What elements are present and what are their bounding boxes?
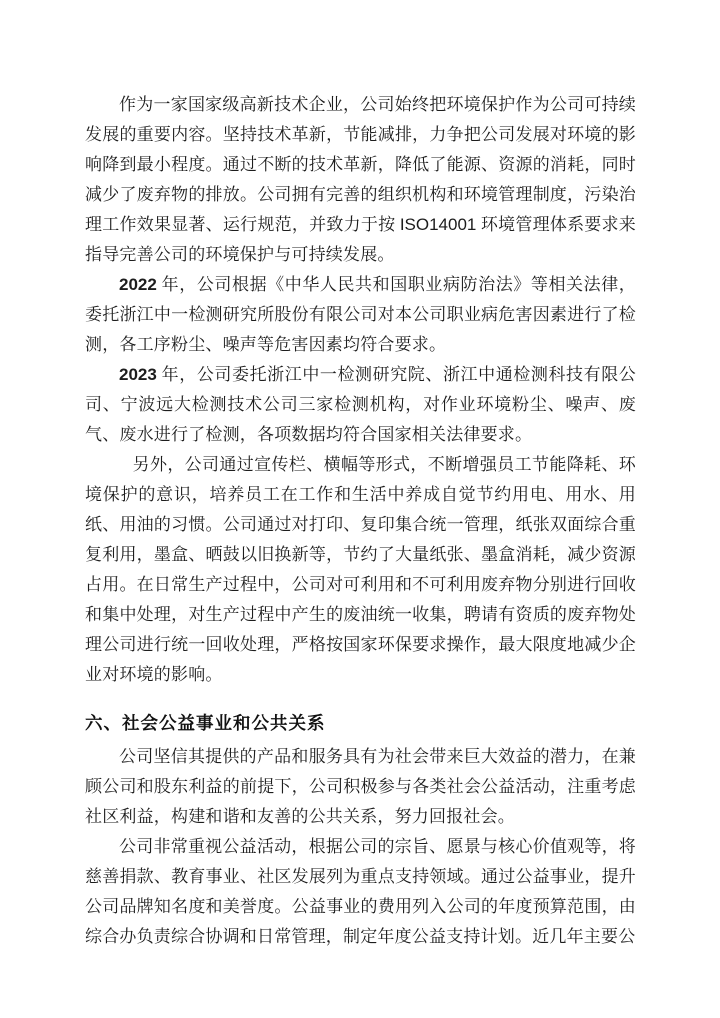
iso14001-standard-code: ISO14001 [399,215,477,234]
paragraph-environment-inspection-2023 [85,360,636,450]
page-content [85,90,636,952]
paragraph-text: 公司坚信其提供的产品和服务具有为社会带来巨大效益的潜力，在兼顾公司和股东利益的前提下，公司积极参与各类社会公益活动，注重考虑社区利益，构建和谐和友善的公共关系，努力回报社会。 [85,747,636,826]
paragraph-text: 年，公司根据《中华人民共和国职业病防治法》等相关法律，委托浙江中一检测研究所股份有限公司对本公司职业病危害因素进行了检测，各工序粉尘、噪声等危害因素均符合要求。 [85,275,636,354]
paragraph-text: 作为一家国家级高新技术企业，公司始终把环境保护作为公司可持续发展的重要内容。坚持技术革新，节能减排，力争把公司发展对环境的影响降到最小程度。通过不断的技术革新，降低了能源、资源的消耗，同时减少了废弃物的排放。公司拥有完善的组织机构和环境管理制度，污染治理工作效果显著、运行规范，并致力于按 [85,95,636,234]
paragraph-welfare-activities-management [85,832,636,952]
paragraph-resource-conservation [85,450,636,690]
paragraph-occupational-hazard-inspection-2022 [85,270,636,360]
year-2023: 2023 [119,365,157,384]
paragraph-welfare-commitment [85,742,636,832]
paragraph-text: 年，公司委托浙江中一检测研究院、浙江中通检测科技有限公司、宁波远大检测技术公司三家检测机构，对作业环境粉尘、噪声、废气、废水进行了检测，各项数据均符合国家相关法律要求。 [85,365,636,444]
paragraph-text: 环境管理体系要求来指导完善公司的环境保护与可持续发展。 [85,215,636,264]
paragraph-text: 公司非常重视公益活动，根据公司的宗旨、愿景与核心价值观等，将慈善捐款、教育事业、社区发展列为重点支持领域。通过公益事业，提升公司品牌知名度和美誉度。公益事业的费用列入公司的年度预算范围，由综合办负责综合协调和日常管理，制定年度公益支持计划。近几年主要公 [85,837,636,946]
paragraph-environmental-protection-overview [85,90,636,270]
section-heading-public-welfare: 六、社会公益事业和公共关系 [85,713,326,733]
year-2022: 2022 [119,275,157,294]
paragraph-text: 另外，公司通过宣传栏、横幅等形式，不断增强员工节能降耗、环境保护的意识，培养员工在工作和生活中养成自觉节约用电、用水、用纸、用油的习惯。公司通过对打印、复印集合统一管理，纸张双面综合重复利用，墨盒、晒鼓以旧换新等，节约了大量纸张、墨盒消耗，减少资源占用。在日常生产过程中，公司对可利用和不可利用废弃物分别进行回收和集中处理，对生产过程中产生的废油统一收集，聘请有资质的废弃物处理公司进行统一回收处理，严格按国家环保要求操作，最大限度地减少企业对环境的影响。 [85,455,636,684]
